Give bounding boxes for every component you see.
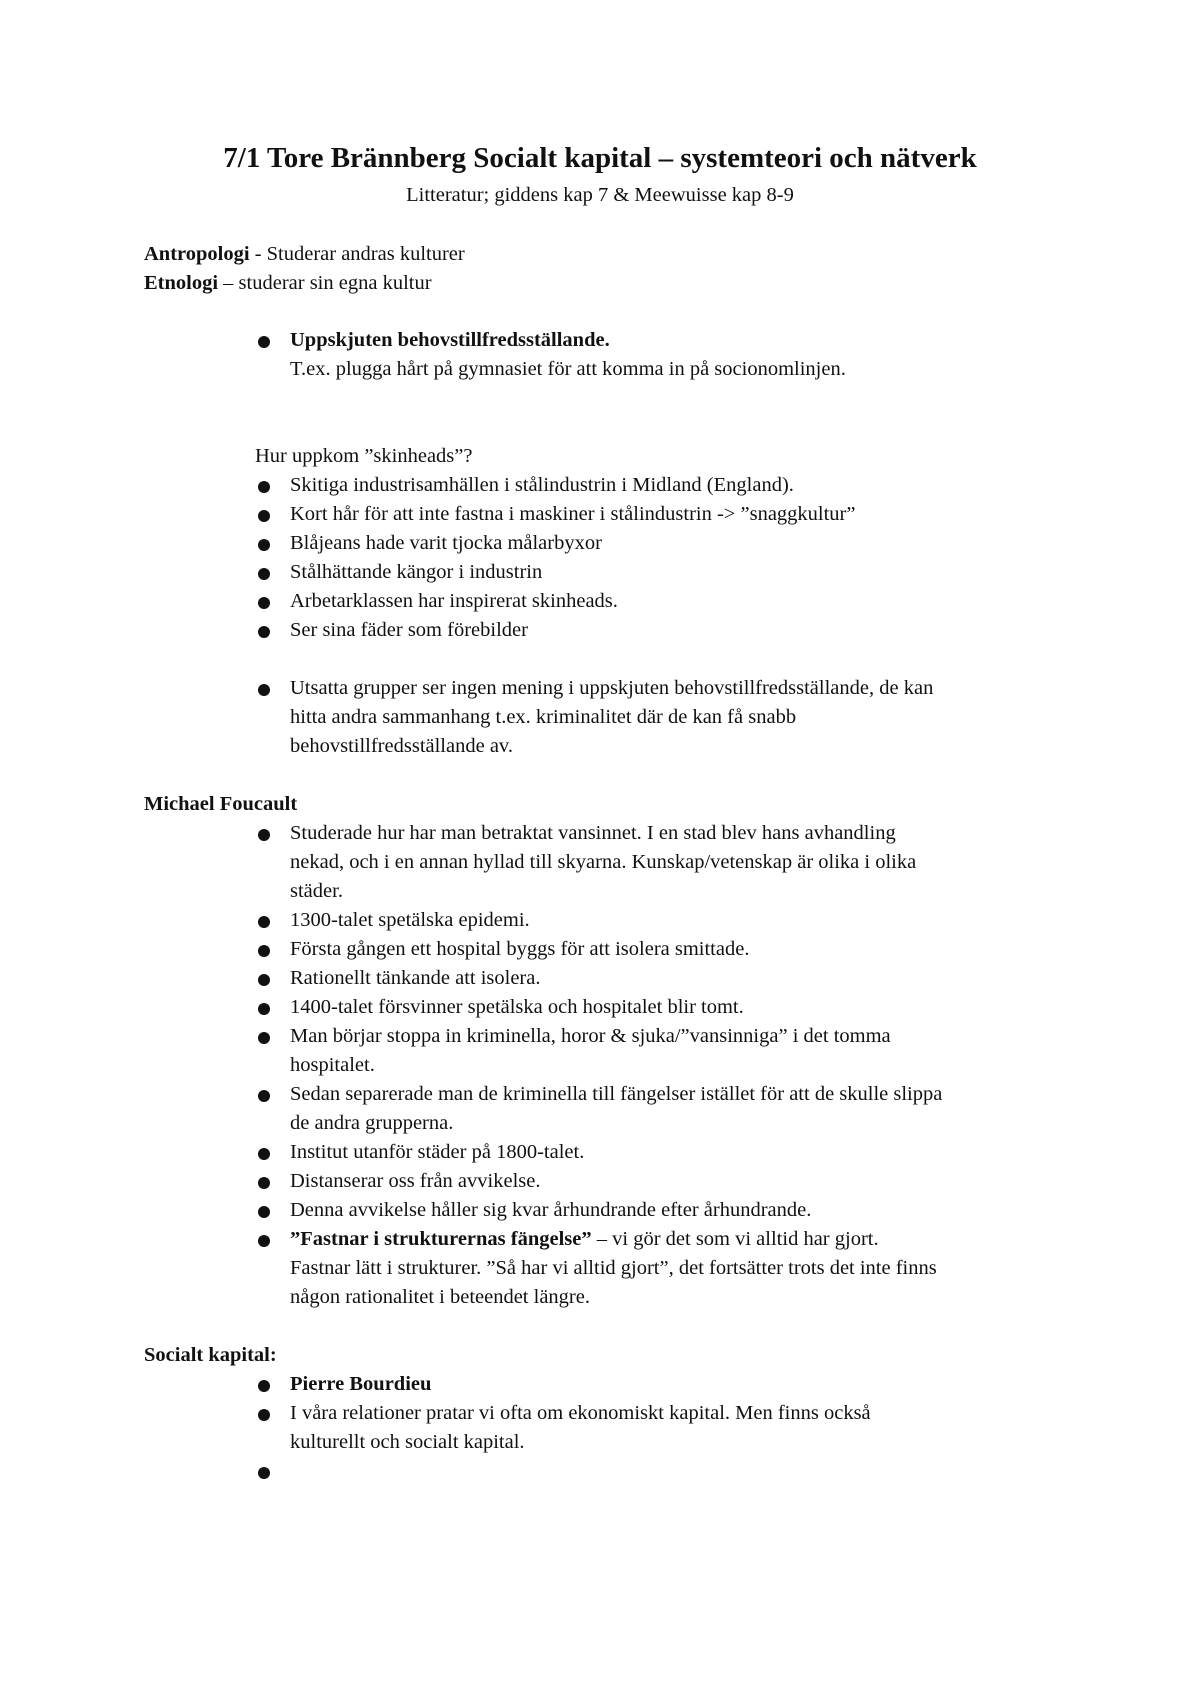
page-title: 7/1 Tore Brännberg Socialt kapital – systemteori och nätverk: [223, 142, 977, 174]
list-item: Pierre Bourdieu: [290, 1373, 432, 1395]
section-heading-foucault: Michael Foucault: [144, 793, 298, 815]
section-heading-social-capital: Socialt kapital:: [144, 1344, 277, 1366]
bullet-icon: [258, 1090, 270, 1102]
emphasis-text: ”Fastnar i strukturernas fängelse”: [290, 1228, 592, 1250]
list-item-line: kulturellt och socialt kapital.: [290, 1431, 525, 1453]
list-item: Institut utanför städer på 1800-talet.: [290, 1141, 585, 1163]
bullet-icon: [258, 481, 270, 493]
list-item: Skitiga industrisamhällen i stålindustrin i Midland (England).: [290, 474, 794, 496]
definition-term: Antropologi: [144, 243, 250, 265]
bullet-icon: [258, 945, 270, 957]
bullet-icon: [258, 1206, 270, 1218]
definition-text: - Studerar andras kulturer: [249, 243, 465, 265]
list-item: 1300-talet spetälska epidemi.: [290, 909, 530, 931]
list-item-line: behovstillfredsställande av.: [290, 735, 513, 757]
skinheads-question: Hur uppkom ”skinheads”?: [255, 445, 473, 467]
list-item: Ser sina fäder som förebilder: [290, 619, 528, 641]
list-item: Rationellt tänkande att isolera.: [290, 967, 541, 989]
definition-etnologi: [144, 269, 432, 298]
bullet-icon: [258, 1003, 270, 1015]
bullet-icon: [258, 684, 270, 696]
bullet-icon: [258, 1409, 270, 1421]
list-item-line: Sedan separerade man de kriminella till fängelser istället för att de skulle slippa: [290, 1083, 943, 1105]
bullet-icon: [258, 568, 270, 580]
definition-text: – studerar sin egna kultur: [218, 272, 432, 294]
bullet-icon: [258, 974, 270, 986]
bullet-icon: [258, 597, 270, 609]
list-item-line: de andra grupperna.: [290, 1112, 454, 1134]
list-item: Kort hår för att inte fastna i maskiner i stålindustrin -> ”snaggkultur”: [290, 503, 856, 525]
list-item-line: städer.: [290, 880, 343, 902]
bullet-icon: [258, 626, 270, 638]
list-item: Blåjeans hade varit tjocka målarbyxor: [290, 532, 602, 554]
list-item-line: [290, 1225, 1080, 1254]
list-item: Första gången ett hospital byggs för att isolera smittade.: [290, 938, 750, 960]
list-item-line: hitta andra sammanhang t.ex. kriminalitet där de kan få snabb: [290, 706, 797, 728]
list-item-line: Man börjar stoppa in kriminella, horor & sjuka/”vansinniga” i det tomma: [290, 1025, 891, 1047]
definition-term: Etnologi: [144, 272, 219, 294]
list-item: 1400-talet försvinner spetälska och hospitalet blir tomt.: [290, 996, 744, 1018]
list-item-line: nekad, och i en annan hyllad till skyarna. Kunskap/vetenskap är olika i olika: [290, 851, 917, 873]
list-item-line: Fastnar lätt i strukturer. ”Så har vi alltid gjort”, det fortsätter trots det inte finns: [290, 1257, 937, 1279]
definition-antropologi: [144, 240, 465, 269]
list-item-line: Studerade hur har man betraktat vansinnet. I en stad blev hans avhandling: [290, 822, 896, 844]
bullet-icon: [258, 1235, 270, 1247]
list-item: Distanserar oss från avvikelse.: [290, 1170, 541, 1192]
deferred-example: T.ex. plugga hårt på gymnasiet för att komma in på socionomlinjen.: [290, 358, 846, 380]
list-item-line: Utsatta grupper ser ingen mening i uppskjuten behovstillfredsställande, de kan: [290, 677, 934, 699]
list-item-line: I våra relationer pratar vi ofta om ekonomiskt kapital. Men finns också: [290, 1402, 871, 1424]
bullet-icon: [258, 1148, 270, 1160]
bullet-icon: [258, 336, 270, 348]
list-item: Arbetarklassen har inspirerat skinheads.: [290, 590, 618, 612]
list-item-text: – vi gör det som vi alltid har gjort.: [591, 1228, 879, 1250]
bullet-icon: [258, 829, 270, 841]
bullet-icon: [258, 1032, 270, 1044]
bullet-icon: [258, 539, 270, 551]
bullet-icon: [258, 1467, 270, 1479]
bullet-icon: [258, 510, 270, 522]
list-item: Stålhättande kängor i industrin: [290, 561, 543, 583]
list-item-line: hospitalet.: [290, 1054, 375, 1076]
bullet-icon: [258, 916, 270, 928]
page-subtitle: Litteratur; giddens kap 7 & Meewuisse kap 8-9: [406, 184, 794, 206]
list-item-line: någon rationalitet i beteendet längre.: [290, 1286, 590, 1308]
bullet-icon: [258, 1177, 270, 1189]
list-item: Denna avvikelse håller sig kvar århundrande efter århundrande.: [290, 1199, 812, 1221]
deferred-heading: Uppskjuten behovstillfredsställande.: [290, 329, 610, 351]
bullet-icon: [258, 1380, 270, 1392]
